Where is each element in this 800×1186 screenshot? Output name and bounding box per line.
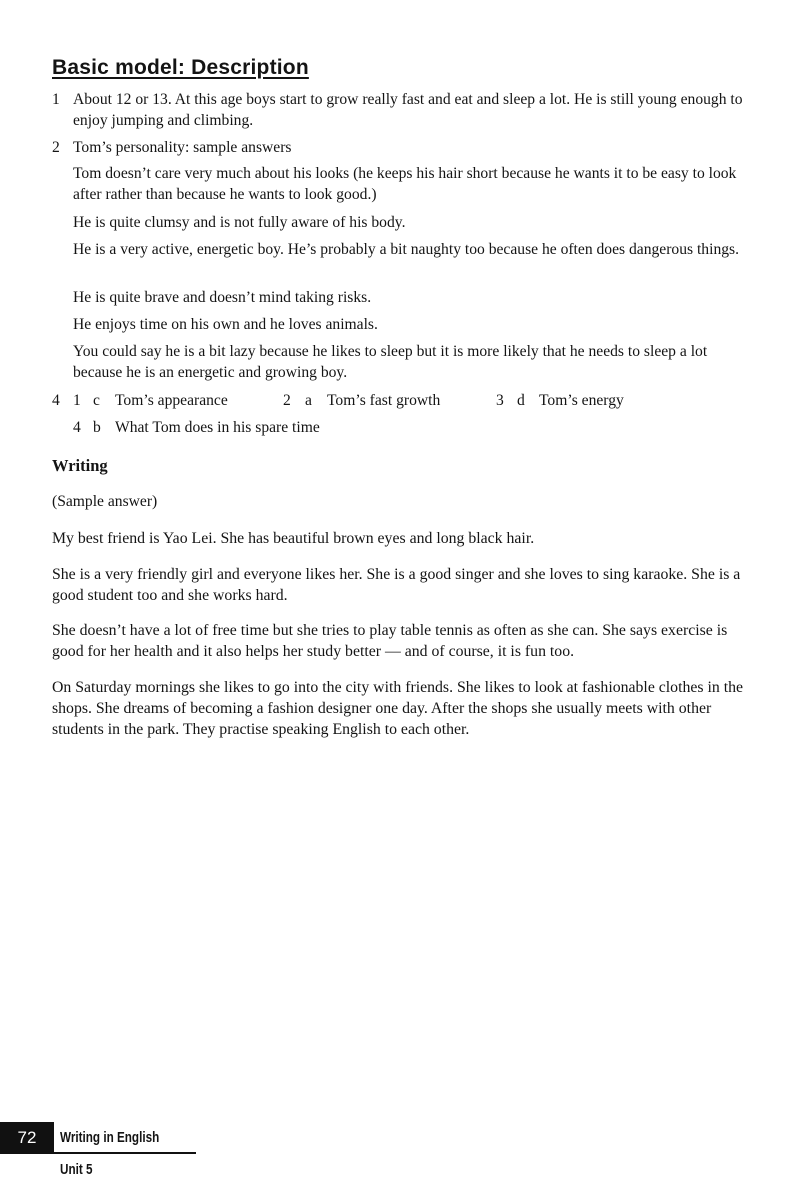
footer-rule [54,1152,196,1154]
question-number: 2 [52,139,60,156]
answer-paragraph: He is quite clumsy and is not fully aware of his body. [73,214,406,231]
question-4-row-1 [52,390,757,411]
question-text: About 12 or 13. At this age boys start to grow really fast and eat and sleep a lot. He is still young enough to enjoy jumping and climbing. [73,91,743,129]
sample-answer-note: (Sample answer) [52,493,158,510]
answer-paragraph: He is a very active, energetic boy. He’s probably a bit naughty too because he often does dangerous things. [73,241,739,258]
page-heading: Basic model: Description [52,56,309,79]
match-number: 2 [283,392,291,409]
match-letter: a [305,392,312,409]
match-number: 1 [73,392,81,409]
match-text: Tom’s energy [539,392,624,409]
match-text: Tom’s fast growth [327,392,441,409]
writing-paragraph: She doesn’t have a lot of free time but she tries to play table tennis as often as she can. She says exercise is good for her health and it also helps her study better — and of course, it is fun too. [52,622,728,660]
match-text: Tom’s appearance [115,392,228,409]
page-footer [0,1122,196,1178]
question-number: 1 [52,91,60,108]
answer-paragraph: You could say he is a bit lazy because he likes to sleep but it is more likely that he needs to sleep a lot because he is an energetic and growing boy. [73,343,708,381]
writing-paragraph: My best friend is Yao Lei. She has beautiful brown eyes and long black hair. [52,530,535,547]
question-4-row-2 [52,417,757,438]
question-1 [52,89,757,131]
match-text: What Tom does in his spare time [115,419,320,436]
question-number: 4 [52,392,60,409]
answer-paragraph: He enjoys time on his own and he loves animals. [73,316,378,333]
answer-paragraph: Tom doesn’t care very much about his looks (he keeps his hair short because he wants it to be easy to look after rather than because he wants to look good.) [73,165,737,203]
writing-heading: Writing [52,456,108,475]
question-2 [52,137,757,158]
writing-paragraph: She is a very friendly girl and everyone likes her. She is a good singer and she loves to sing karaoke. She is a good student too and she works hard. [52,566,741,604]
match-letter: c [93,392,100,409]
match-number: 4 [73,419,81,436]
match-number: 3 [496,392,504,409]
footer-title: Writing in English Unit 5 [60,1129,160,1178]
match-letter: d [517,392,525,409]
writing-paragraph: On Saturday mornings she likes to go into the city with friends. She likes to look at fashionable clothes in the shops. She dreams of becoming a fashion designer one day. After the shops she usually meets with other students in the park. They practise speaking English to each other. [52,679,744,738]
answer-paragraph: He is quite brave and doesn’t mind taking risks. [73,289,372,306]
page-number: 72 [0,1122,54,1154]
match-letter: b [93,419,101,436]
question-title: Tom’s personality: sample answers [73,139,292,156]
